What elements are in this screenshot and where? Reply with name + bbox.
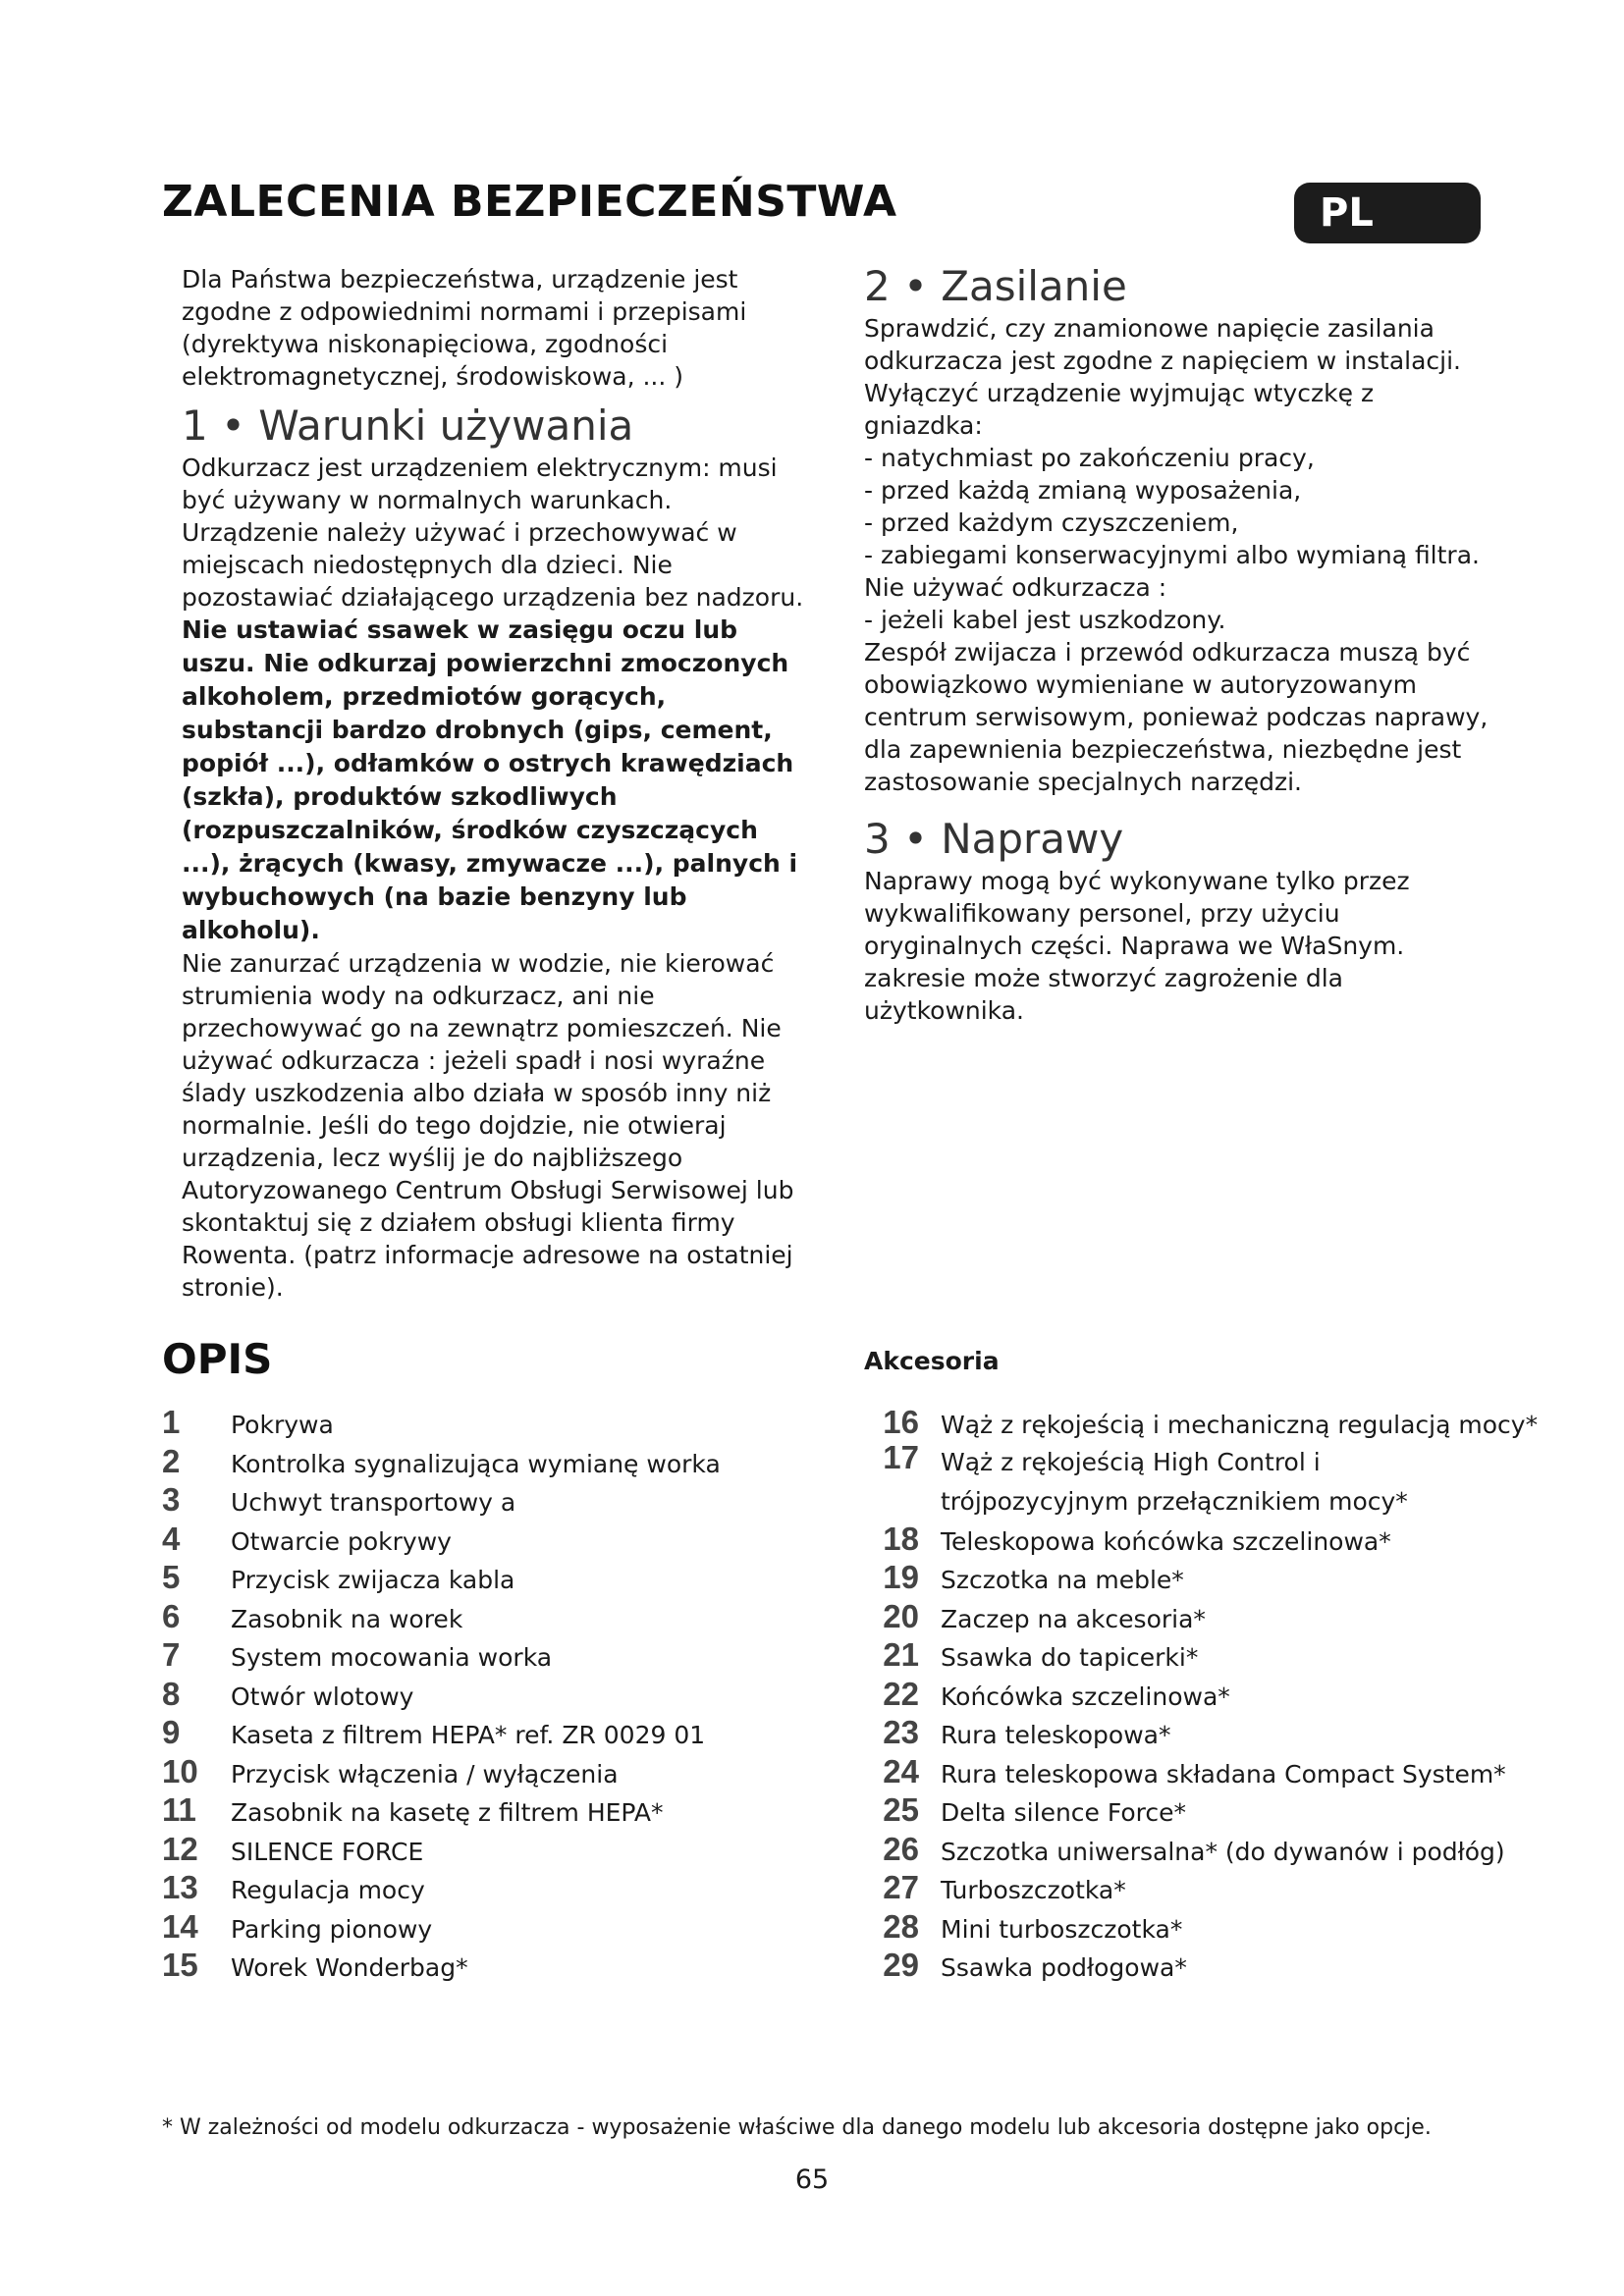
list-item — [162, 1869, 771, 1908]
list-item — [852, 1438, 1540, 1521]
item-number: 14 — [162, 1907, 198, 1945]
item-label: Przycisk zwijacza kabla — [231, 1566, 515, 1594]
item-label: Kontrolka sygnalizująca wymianę worka — [231, 1449, 721, 1478]
item-label: Końcówka szczelinowa* — [941, 1682, 1230, 1711]
list-item — [162, 1443, 771, 1482]
accessories-list — [852, 1404, 1540, 1986]
item-label: Ssawka do tapicerki* — [941, 1643, 1199, 1672]
section-1-text: Odkurzacz jest urządzeniem elektrycznym: musi być używany w normalnych warunkach. Urządzenie należy używać i przechowywać w miejscach niedostępnych dla dzieci. Nie pozostawiać działającego urządzenia bez nadzoru. — [182, 454, 804, 612]
section-2-line: - przed każdym czyszczeniem, — [864, 508, 1239, 537]
safety-right-column — [864, 263, 1492, 1027]
list-item — [852, 1791, 1540, 1831]
language-badge: PL — [1294, 183, 1481, 243]
list-item — [852, 1947, 1540, 1986]
item-label: Zasobnik na worek — [231, 1604, 463, 1633]
section-1-warning: Nie ustawiać ssawek w zasięgu oczu lub uszu. Nie odkurzaj powierzchni zmoczonych alkoholem, przedmiotów gorących, substancji bardzo drobnych (gips, cement, popiół ...), odłamków o ostrych krawędziach (szkła), produktów szkodliwych (rozpuszczalników, środków czyszczących ...), żrących (kwasy, zmywacze ...), palnych i wybuchowych (na bazie benzyny lub alkoholu). — [182, 615, 798, 944]
item-label: Rura teleskopowa składana Compact System* — [941, 1759, 1506, 1789]
item-label: Szczotka uniwersalna* (do dywanów i podłóg) — [941, 1837, 1505, 1866]
item-number: 9 — [162, 1714, 181, 1750]
list-item — [852, 1753, 1540, 1792]
item-number: 23 — [883, 1714, 919, 1750]
list-item — [852, 1598, 1540, 1637]
item-label: Pokrywa — [231, 1411, 334, 1439]
item-number: 8 — [162, 1675, 181, 1712]
section-2-line: - przed każdą zmianą wyposażenia, — [864, 476, 1302, 505]
list-item — [162, 1676, 771, 1715]
list-item — [852, 1636, 1540, 1676]
item-label: Worek Wonderbag* — [231, 1953, 468, 1982]
page-number: 65 — [794, 2164, 830, 2195]
item-label: Uchwyt transportowy a — [231, 1488, 516, 1517]
item-number: 1 — [162, 1404, 181, 1440]
list-item — [162, 1521, 771, 1560]
list-item — [162, 1831, 771, 1870]
description-heading: OPIS — [162, 1335, 273, 1383]
item-label: Mini turboszczotka* — [941, 1914, 1183, 1944]
section-3-heading: 3 • Naprawy — [864, 815, 1124, 863]
item-number: 21 — [883, 1636, 919, 1673]
item-number: 18 — [883, 1520, 919, 1557]
footnote: * W zależności od modelu odkurzacza - wyposażenie właściwe dla danego modelu lub akcesoria dostępne jako opcje. — [162, 2115, 1432, 2140]
item-number: 15 — [162, 1947, 198, 1983]
item-number: 24 — [883, 1752, 919, 1789]
item-label: SILENCE FORCE — [231, 1837, 424, 1866]
item-number: 19 — [883, 1559, 919, 1595]
item-number: 10 — [162, 1752, 198, 1789]
section-2-line: - zabiegami konserwacyjnymi albo wymianą filtra. — [864, 541, 1480, 569]
list-item — [852, 1559, 1540, 1598]
list-item — [162, 1714, 771, 1753]
item-number: 6 — [162, 1597, 181, 1634]
item-number: 17 — [883, 1438, 919, 1475]
item-number: 28 — [883, 1907, 919, 1945]
list-item — [162, 1636, 771, 1676]
list-item — [852, 1676, 1540, 1715]
item-number: 11 — [162, 1791, 196, 1828]
safety-intro: Dla Państwa bezpieczeństwa, urządzenie jest zgodne z odpowiednimi normami i przepisami (dyrektywa niskonapięciowa, zgodności elektromagnetycznej, środowiskowa, ... ) — [182, 265, 747, 391]
item-label: Regulacja mocy — [231, 1876, 425, 1904]
page-title: ZALECENIA BEZPIECZEŃSTWA — [162, 177, 897, 227]
section-2-line: Zespół zwijacza i przewód odkurzacza muszą być obowiązkowo wymieniane w autoryzowanym centrum serwisowym, ponieważ podczas naprawy, dla zapewnienia bezpieczeństwa, niezbędne jest zastosowanie specjalnych narzędzi. — [864, 638, 1489, 796]
item-number: 29 — [883, 1947, 919, 1983]
item-number: 16 — [883, 1404, 919, 1440]
item-number: 26 — [883, 1830, 919, 1867]
item-number: 3 — [162, 1481, 181, 1518]
item-number: 13 — [162, 1869, 198, 1905]
item-number: 4 — [162, 1520, 181, 1557]
list-item — [162, 1947, 771, 1986]
item-label: Zaczep na akcesoria* — [941, 1604, 1206, 1633]
item-number: 12 — [162, 1830, 198, 1867]
list-item — [852, 1714, 1540, 1753]
list-item — [162, 1559, 771, 1598]
item-number: 20 — [883, 1597, 919, 1634]
item-number: 7 — [162, 1636, 181, 1673]
safety-left-column — [182, 263, 810, 1304]
list-item — [852, 1404, 1540, 1443]
section-2-line: Nie używać odkurzacza : — [864, 573, 1167, 602]
section-2-line: - natychmiast po zakończeniu pracy, — [864, 444, 1315, 472]
list-item — [162, 1753, 771, 1792]
item-number: 22 — [883, 1675, 919, 1712]
list-item — [162, 1404, 771, 1443]
list-item — [852, 1908, 1540, 1948]
list-item — [162, 1908, 771, 1948]
list-item — [162, 1598, 771, 1637]
item-label: Kaseta z filtrem HEPA* ref. ZR 0029 01 — [231, 1721, 706, 1749]
item-label: Szczotka na meble* — [941, 1566, 1184, 1594]
section-3-text: Naprawy mogą być wykonywane tylko przez wykwalifikowany personel, przy użyciu oryginalnych części. Naprawa we WłaSnym. zakresie może stworzyć zagrożenie dla użytkownika. — [864, 867, 1410, 1025]
parts-list — [162, 1404, 771, 1986]
section-2-line: - jeżeli kabel jest uszkodzony. — [864, 606, 1226, 634]
item-label: System mocowania worka — [231, 1643, 553, 1672]
item-number: 5 — [162, 1559, 181, 1595]
item-label: Wąż z rękojeścią High Control i trójpozycyjnym przełącznikiem mocy* — [941, 1447, 1408, 1516]
list-item — [852, 1521, 1540, 1560]
item-number: 25 — [883, 1791, 919, 1828]
list-item — [162, 1481, 771, 1521]
item-label: Otwarcie pokrywy — [231, 1526, 452, 1556]
item-label: Teleskopowa końcówka szczelinowa* — [941, 1526, 1391, 1556]
section-2-line: Sprawdzić, czy znamionowe napięcie zasilania odkurzacza jest zgodne z napięciem w instalacji. — [864, 314, 1461, 375]
section-2-line: Wyłączyć urządzenie wyjmując wtyczkę z gniazdka: — [864, 379, 1375, 440]
item-label: Delta silence Force* — [941, 1798, 1186, 1827]
item-label: Ssawka podłogowa* — [941, 1953, 1187, 1982]
section-2-heading: 2 • Zasilanie — [864, 262, 1127, 310]
item-number: 2 — [162, 1442, 181, 1479]
section-1-text-continued: Nie zanurzać urządzenia w wodzie, nie kierować strumienia wody na odkurzacz, ani nie przechowywać go na zewnątrz pomieszczeń. Nie używać odkurzacza : jeżeli spadł i nosi wyraźne ślady uszkodzenia albo działa w sposób inny niż normalnie. Jeśli do tego dojdzie, nie otwieraj urządzenia, lecz wyślij je do najbliższego Autoryzowanego Centrum Obsługi Serwisowej lub skontaktuj się z działem obsługi klienta firmy Rowenta. (patrz informacje adresowe na ostatniej stronie). — [182, 949, 794, 1302]
item-label: Turboszczotka* — [941, 1876, 1126, 1904]
item-label: Zasobnik na kasetę z filtrem HEPA* — [231, 1798, 664, 1827]
item-number: 27 — [883, 1869, 919, 1905]
accessories-heading: Akcesoria — [864, 1347, 1000, 1375]
list-item — [852, 1831, 1540, 1870]
item-label: Przycisk włączenia / wyłączenia — [231, 1759, 619, 1789]
item-label: Rura teleskopowa* — [941, 1721, 1171, 1749]
item-label: Wąż z rękojeścią i mechaniczną regulacją mocy* — [941, 1411, 1539, 1439]
list-item — [162, 1791, 771, 1831]
section-1-heading: 1 • Warunki używania — [182, 401, 634, 450]
list-item — [852, 1869, 1540, 1908]
item-label: Parking pionowy — [231, 1914, 433, 1944]
item-label: Otwór wlotowy — [231, 1682, 414, 1711]
